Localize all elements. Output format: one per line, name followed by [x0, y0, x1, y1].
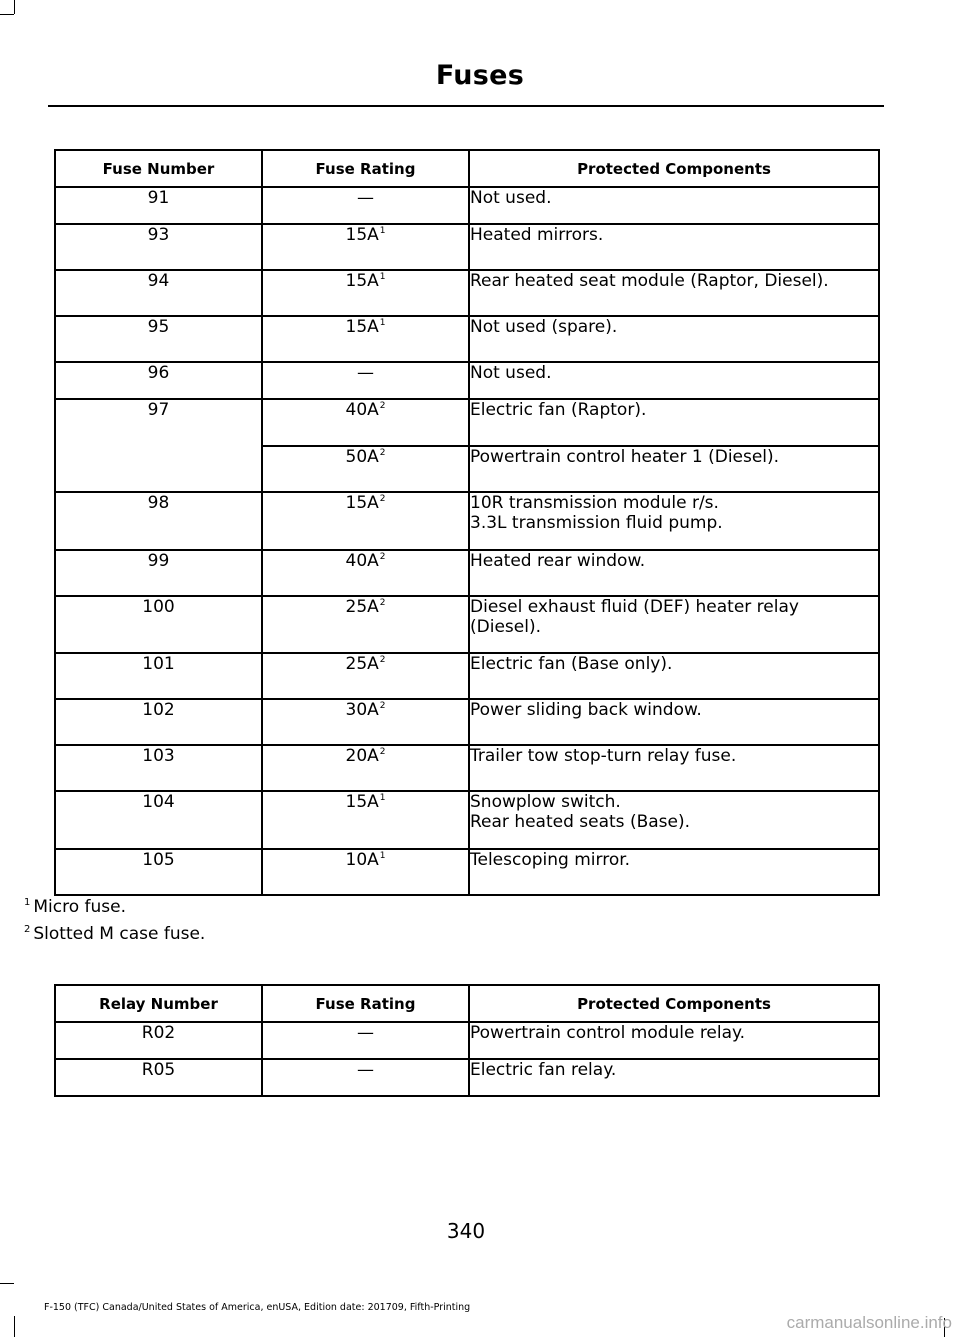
fuse-rating: 25A — [345, 597, 379, 617]
protected-components-cell — [469, 224, 879, 270]
fuse-number-cell — [55, 399, 262, 492]
fuse-rating-cell — [262, 596, 469, 653]
fuse-number-cell — [55, 653, 262, 699]
fuse-number-cell — [55, 791, 262, 849]
fuse-rating-cell — [262, 492, 469, 550]
fuse-rating-cell — [262, 362, 469, 399]
fuse-number: 102 — [142, 700, 175, 720]
protected-components-cell — [469, 596, 879, 653]
fuse-number-cell — [55, 362, 262, 399]
component-line: Telescoping mirror. — [470, 850, 631, 870]
footnote-ref: 1 — [379, 318, 386, 329]
fuse-number: 100 — [142, 597, 175, 617]
fuse-rating-cell — [262, 446, 469, 492]
protected-components-cell — [469, 653, 879, 699]
fuse-rating: 10A — [345, 850, 379, 870]
component-line: Rear heated seats (Base). — [470, 812, 691, 832]
component-line: Power sliding back window. — [470, 700, 702, 720]
fuse-table-row — [55, 399, 879, 446]
protected-components-cell — [469, 791, 879, 849]
relay-table — [54, 984, 880, 1097]
fuse-rating-cell — [262, 791, 469, 849]
fuse-rating-cell — [262, 270, 469, 316]
fuse-rating-cell — [262, 187, 469, 224]
fuse-number-cell — [55, 187, 262, 224]
protected-components-cell — [469, 187, 879, 224]
footnote-ref: 2 — [379, 552, 386, 563]
footnote-marker: 1 — [24, 897, 31, 909]
component-line: 3.3L transmission fluid pump. — [470, 513, 723, 533]
fuse-number-cell — [55, 224, 262, 270]
fuse-number: 99 — [147, 551, 170, 571]
footnote-ref: 2 — [379, 747, 386, 758]
footnote-ref: 2 — [379, 655, 386, 666]
fuse-number: 103 — [142, 746, 175, 766]
fuse-number: 101 — [142, 654, 175, 674]
fuse-table-row — [55, 270, 879, 316]
crop-mark — [0, 14, 14, 15]
footnote-marker: 2 — [24, 924, 31, 936]
footnote-text: Micro fuse. — [33, 897, 127, 917]
fuse-rating-cell — [262, 550, 469, 596]
component-line: Powertrain control heater 1 (Diesel). — [470, 447, 780, 467]
footnote-text: Slotted M case fuse. — [33, 924, 206, 944]
fuse-rating-cell — [262, 699, 469, 745]
fuse-number-cell — [55, 849, 262, 895]
fuse-table-row — [55, 745, 879, 791]
protected-components: Powertrain control module relay. — [469, 1022, 879, 1059]
component-line: Not used. — [470, 188, 552, 208]
fuse-rating: — — [262, 1059, 469, 1096]
fuse-rating-cell — [262, 745, 469, 791]
footnote-ref: 2 — [379, 494, 386, 505]
fuse-table-row — [55, 849, 879, 895]
component-line: 10R transmission module r/s. — [470, 493, 719, 513]
fuse-table-row — [55, 362, 879, 399]
relay-table-header-row — [55, 985, 879, 1022]
footnote-ref: 1 — [379, 851, 386, 862]
fuse-table-row — [55, 187, 879, 224]
fuse-table-row — [55, 224, 879, 270]
component-line: Trailer tow stop-turn relay fuse. — [470, 746, 737, 766]
protected-components-cell — [469, 362, 879, 399]
header-relay-number: Relay Number — [55, 985, 262, 1022]
fuse-rating: 50A — [345, 447, 379, 467]
protected-components-cell — [469, 270, 879, 316]
fuse-table-row — [55, 550, 879, 596]
fuse-number-cell — [55, 492, 262, 550]
component-line: Not used. — [470, 363, 552, 383]
fuse-rating: 15A — [345, 493, 379, 513]
fuse-table-header-row — [55, 150, 879, 187]
footnote-ref: 2 — [379, 448, 386, 459]
fuse-rating: 40A — [345, 551, 379, 571]
fuse-number: 96 — [147, 363, 170, 383]
fuse-number-cell — [55, 596, 262, 653]
fuse-table-row — [55, 492, 879, 550]
component-line: Electric fan (Base only). — [470, 654, 673, 674]
fuse-number: 95 — [147, 317, 170, 337]
protected-components-cell — [469, 699, 879, 745]
fuse-rating-cell — [262, 653, 469, 699]
component-line: Rear heated seat module (Raptor, Diesel). — [470, 271, 829, 291]
footnote-ref: 2 — [379, 401, 386, 412]
header-protected-components: Protected Components — [469, 150, 879, 187]
protected-components-cell — [469, 492, 879, 550]
fuse-table — [54, 149, 880, 896]
header-divider — [48, 105, 884, 107]
component-line: Heated mirrors. — [470, 225, 604, 245]
page-title: Fuses — [435, 60, 525, 91]
relay-number: R05 — [55, 1059, 262, 1096]
edition-info: F-150 (TFC) Canada/United States of America, enUSA, Edition date: 201709, Fifth-Printing — [44, 1302, 471, 1313]
fuse-number: 97 — [147, 400, 170, 420]
fuse-rating: 40A — [345, 400, 379, 420]
fuse-number: 93 — [147, 225, 170, 245]
component-line: (Diesel). — [470, 617, 541, 637]
fuse-table-row — [55, 791, 879, 849]
fuse-rating-cell — [262, 399, 469, 446]
fuse-rating: — — [357, 188, 374, 208]
fuse-rating-cell — [262, 849, 469, 895]
fuse-number: 105 — [142, 850, 175, 870]
footnote-ref: 1 — [379, 226, 386, 237]
fuse-number-cell — [55, 699, 262, 745]
protected-components-cell — [469, 316, 879, 362]
footnote-ref: 2 — [379, 598, 386, 609]
fuse-rating-cell — [262, 224, 469, 270]
crop-mark — [14, 1316, 15, 1337]
protected-components: Electric fan relay. — [469, 1059, 879, 1096]
component-line: Diesel exhaust fluid (DEF) heater relay — [470, 597, 799, 617]
footnote-1 — [24, 897, 126, 917]
protected-components-cell — [469, 745, 879, 791]
footnote-ref: 1 — [379, 272, 386, 283]
fuse-table-row — [55, 653, 879, 699]
fuse-number-cell — [55, 316, 262, 362]
fuse-rating: 20A — [345, 746, 379, 766]
fuse-table-row — [55, 699, 879, 745]
fuse-number-cell — [55, 745, 262, 791]
header-protected-components: Protected Components — [469, 985, 879, 1022]
fuse-rating-cell — [262, 316, 469, 362]
fuse-number-cell — [55, 270, 262, 316]
fuse-rating: 15A — [345, 271, 379, 291]
component-line: Electric fan (Raptor). — [470, 400, 647, 420]
fuse-rating: 15A — [345, 225, 379, 245]
fuse-rating: — — [357, 363, 374, 383]
component-line: Not used (spare). — [470, 317, 618, 337]
protected-components-cell — [469, 446, 879, 492]
protected-components-cell — [469, 399, 879, 446]
component-line: Heated rear window. — [470, 551, 646, 571]
protected-components-cell — [469, 849, 879, 895]
header-fuse-rating: Fuse Rating — [262, 985, 469, 1022]
relay-number: R02 — [55, 1022, 262, 1059]
fuse-table-row — [55, 596, 879, 653]
fuse-number-cell — [55, 550, 262, 596]
fuse-rating: 15A — [345, 317, 379, 337]
relay-table-row — [55, 1022, 879, 1059]
fuse-number: 94 — [147, 271, 170, 291]
footnote-ref: 2 — [379, 701, 386, 712]
fuse-rating: 25A — [345, 654, 379, 674]
protected-components-cell — [469, 550, 879, 596]
fuse-number: 91 — [147, 188, 170, 208]
header-fuse-rating: Fuse Rating — [262, 150, 469, 187]
fuse-table-row — [55, 316, 879, 362]
crop-mark — [14, 0, 15, 14]
fuse-rating: 30A — [345, 700, 379, 720]
fuse-number: 98 — [147, 493, 170, 513]
watermark: carmanualsonline.info — [786, 1313, 952, 1332]
component-line: Snowplow switch. — [470, 792, 621, 812]
relay-table-row — [55, 1059, 879, 1096]
fuse-number: 104 — [142, 792, 175, 812]
page-number: 340 — [446, 1219, 486, 1243]
fuse-rating: 15A — [345, 792, 379, 812]
footnote-2 — [24, 924, 205, 944]
header-fuse-number: Fuse Number — [55, 150, 262, 187]
footnote-ref: 1 — [379, 793, 386, 804]
fuse-rating: — — [262, 1022, 469, 1059]
crop-mark — [0, 1283, 14, 1284]
